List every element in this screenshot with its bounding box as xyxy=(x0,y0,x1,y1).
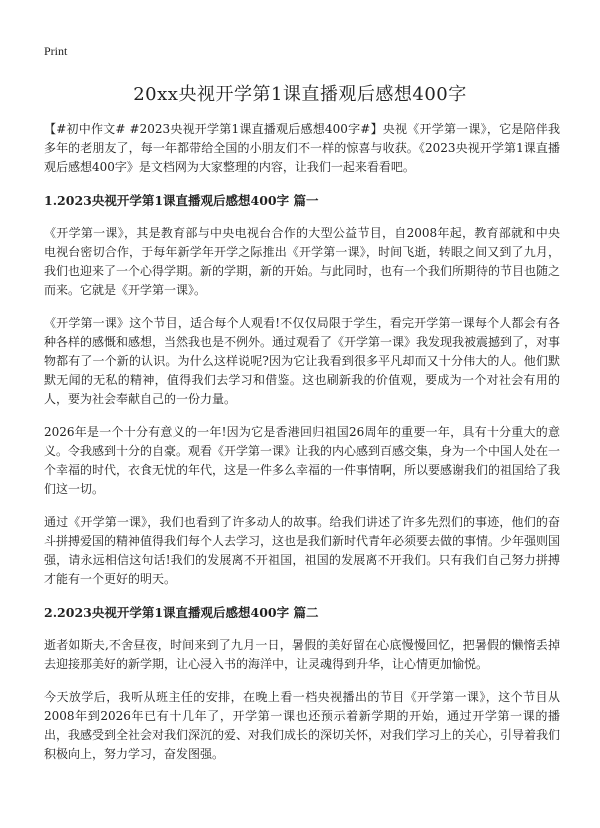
page-title: 20xx央视开学第1课直播观后感想400字 xyxy=(133,84,467,105)
section-heading-1: 1.2023央视开学第1课直播观后感想400字 篇一 xyxy=(44,193,319,208)
paragraph: 2026年是一个十分有意义的一年!因为它是香港回归祖国26周年的重要一年，具有十分重大的意义。令我感到十分的自豪。观看《开学第一课》让我的内心感到百感交集，身为一个中国人处在一个幸福的时代，衣食无忧的年代，这是一件多么幸福的一件事情啊，所以要感谢我们的祖国给了我们这一切。 xyxy=(44,425,561,496)
paragraph: 今天放学后，我听从班主任的安排，在晚上看一档央视播出的节目《开学第一课》，这个节目从2008年到2026年已有十几年了，开学第一课也还预示着新学期的开始，通过开学第一课的播出，我感受到全社会对我们深沉的爱、对我们成长的深切关怀，对我们学习上的关心，引导着我们积极向上，努力学习，奋发图强。 xyxy=(44,690,561,761)
article-body xyxy=(44,120,560,778)
print-link[interactable]: Print xyxy=(44,44,68,58)
paragraph: 通过《开学第一课》，我们也看到了许多动人的故事。给我们讲述了许多先烈们的事迹，他们的奋斗拼搏爱国的精神值得我们每个人去学习，这也是我们新时代青年必须要去做的事情。少年强则国强，请永远相信这句话!我们的发展离不开祖国，祖国的发展离不开我们。只有我们自己努力拼搏才能有一个更好的明天。 xyxy=(44,515,561,586)
section-heading-2: 2.2023央视开学第1课直播观后感想400字 篇二 xyxy=(44,605,319,620)
paragraph: 逝者如斯夫,不舍昼夜，时间来到了九月一日，暑假的美好留在心底慢慢回忆，把暑假的懒惰丢掉去迎接那美好的新学期，让心浸入书的海洋中，让灵魂得到升华，让心情更加愉悦。 xyxy=(44,638,560,671)
paragraph: 《开学第一课》，其是教育部与中央电视台合作的大型公益节目，自2008年起，教育部就和中央电视台密切合作，于每年新学年开学之际推出《开学第一课》，时间飞逝，转眼之间又到了九月，我们也迎来了一个心得学期。新的学期，新的开始。与此同时，也有一个我们所期待的节目也随之而来。它就是《开学第一课》。 xyxy=(44,226,561,297)
intro-paragraph: 【#初中作文# #2023央视开学第1课直播观后感想400字#】央视《开学第一课》，它是陪伴我多年的老朋友了，每一年都带给全国的小朋友们不一样的惊喜与收获。《2023央视开学第1课直播观后感想400字》是文档网为大家整理的内容，让我们一起来看看吧。 xyxy=(44,122,560,174)
paragraph: 《开学第一课》这个节目，适合每个人观看!不仅仅局限于学生，看完开学第一课每个人都会有各种各样的感慨和感想，当然我也是不例外。通过观看了《开学第一课》我发现我被震撼到了，对事物都有了一个新的认识。为什么这样说呢?因为它让我看到很多平凡却而又十分伟大的人。他们默默无闻的无私的精神，值得我们去学习和借鉴。这也刷新我的价值观，要成为一个对社会有用的人，要为社会奉献自己的一份力量。 xyxy=(44,316,561,406)
